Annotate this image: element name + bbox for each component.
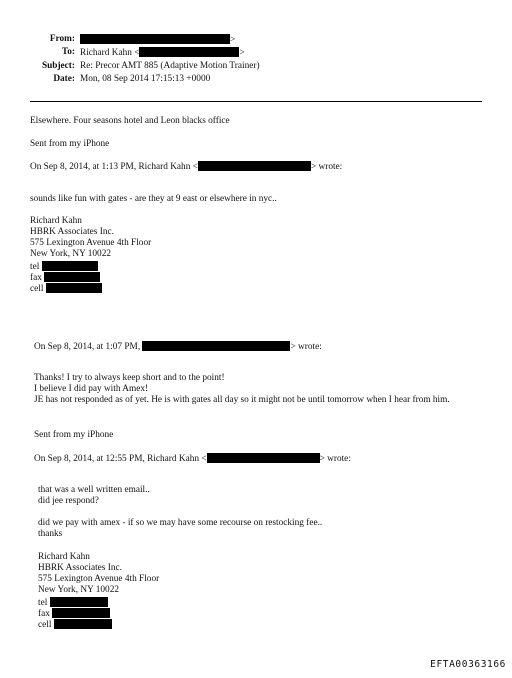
message-3-line-1: that was a well written email.. bbox=[38, 485, 150, 495]
quote-header-3 bbox=[34, 453, 351, 465]
from-bracket: > bbox=[230, 35, 236, 45]
message-1: sounds like fun with gates - are they at 9 east or elsewhere in nyc.. bbox=[30, 194, 277, 204]
quote-header-3-suffix: > wrote: bbox=[319, 454, 351, 464]
redaction-sig1-fax bbox=[44, 272, 100, 282]
quote-header-1-suffix: > wrote: bbox=[310, 162, 343, 172]
to-name: Richard Kahn < bbox=[80, 48, 140, 58]
sig2-address1: 575 Lexington Avenue 4th Floor bbox=[38, 574, 160, 584]
sig1-address2: New York, NY 10022 bbox=[30, 249, 112, 259]
message-3-line-3: did we pay with amex - if so we may have some recourse on restocking fee.. bbox=[38, 518, 323, 528]
message-3-line-2: did jee respond? bbox=[38, 496, 99, 506]
redaction-quote-2 bbox=[142, 341, 290, 351]
quote-header-1 bbox=[30, 161, 342, 173]
sig2-fax-label: fax bbox=[38, 609, 50, 619]
sig2-address2: New York, NY 10022 bbox=[38, 585, 120, 595]
sig1-cell-label: cell bbox=[30, 284, 44, 294]
redaction-sig2-cell bbox=[54, 619, 112, 629]
message-3-line-4: thanks bbox=[38, 529, 63, 539]
sig1-name: Richard Kahn bbox=[30, 216, 82, 226]
redaction-from bbox=[80, 34, 230, 44]
quote-header-2 bbox=[34, 341, 322, 353]
quote-header-1-prefix: On Sep 8, 2014, at 1:13 PM, Richard Kahn < bbox=[30, 162, 198, 172]
sent-from-iphone-2: Sent from my iPhone bbox=[34, 430, 114, 440]
quote-header-2-suffix: > wrote: bbox=[290, 342, 322, 352]
sig2-tel-label: tel bbox=[38, 598, 48, 608]
sig1-fax-label: fax bbox=[30, 273, 42, 283]
to-value bbox=[80, 47, 245, 58]
date-label: Date: bbox=[53, 74, 75, 84]
header-divider bbox=[30, 101, 482, 102]
sig1-company: HBRK Associates Inc. bbox=[30, 227, 114, 237]
message-2-line-2: I believe I did pay with Amex! bbox=[34, 384, 149, 394]
redaction-sig1-cell bbox=[46, 283, 102, 293]
to-label: To: bbox=[61, 47, 75, 57]
redaction-sig2-fax bbox=[52, 608, 110, 618]
sig1-address1: 575 Lexington Avenue 4th Floor bbox=[30, 238, 152, 248]
to-bracket: > bbox=[239, 48, 245, 58]
sig1-cell bbox=[30, 283, 102, 295]
sig2-cell bbox=[38, 619, 112, 631]
subject-label: Subject: bbox=[41, 61, 75, 71]
quote-header-3-prefix: On Sep 8, 2014, at 12:55 PM, Richard Kahn < bbox=[34, 454, 207, 464]
subject-value: Re: Precor AMT 885 (Adaptive Motion Trainer) bbox=[80, 61, 260, 71]
message-2-line-1: Thanks! I try to always keep short and to the point! bbox=[34, 373, 225, 383]
date-value: Mon, 08 Sep 2014 17:15:13 +0000 bbox=[80, 74, 211, 84]
sig2-name: Richard Kahn bbox=[38, 552, 90, 562]
sig2-company: HBRK Associates Inc. bbox=[38, 563, 122, 573]
redaction-quote-1 bbox=[198, 161, 311, 171]
redaction-sig2-tel bbox=[50, 597, 108, 607]
document-id: EFTA00363166 bbox=[430, 659, 506, 670]
reply-text: Elsewhere. Four seasons hotel and Leon blacks office bbox=[30, 116, 230, 126]
from-label: From: bbox=[49, 34, 75, 44]
message-2-line-3: JE has not responded as of yet. He is with gates all day so it might not be until tomorrow when I hear from him. bbox=[34, 395, 450, 405]
sig2-cell-label: cell bbox=[38, 620, 52, 630]
sig1-tel-label: tel bbox=[30, 262, 40, 272]
from-value bbox=[80, 34, 235, 45]
redaction-quote-3 bbox=[207, 453, 320, 463]
redaction-sig1-tel bbox=[42, 261, 98, 271]
sent-from-iphone-1: Sent from my iPhone bbox=[30, 139, 110, 149]
quote-header-2-prefix: On Sep 8, 2014, at 1:07 PM, bbox=[34, 342, 141, 352]
redaction-to bbox=[139, 47, 239, 57]
